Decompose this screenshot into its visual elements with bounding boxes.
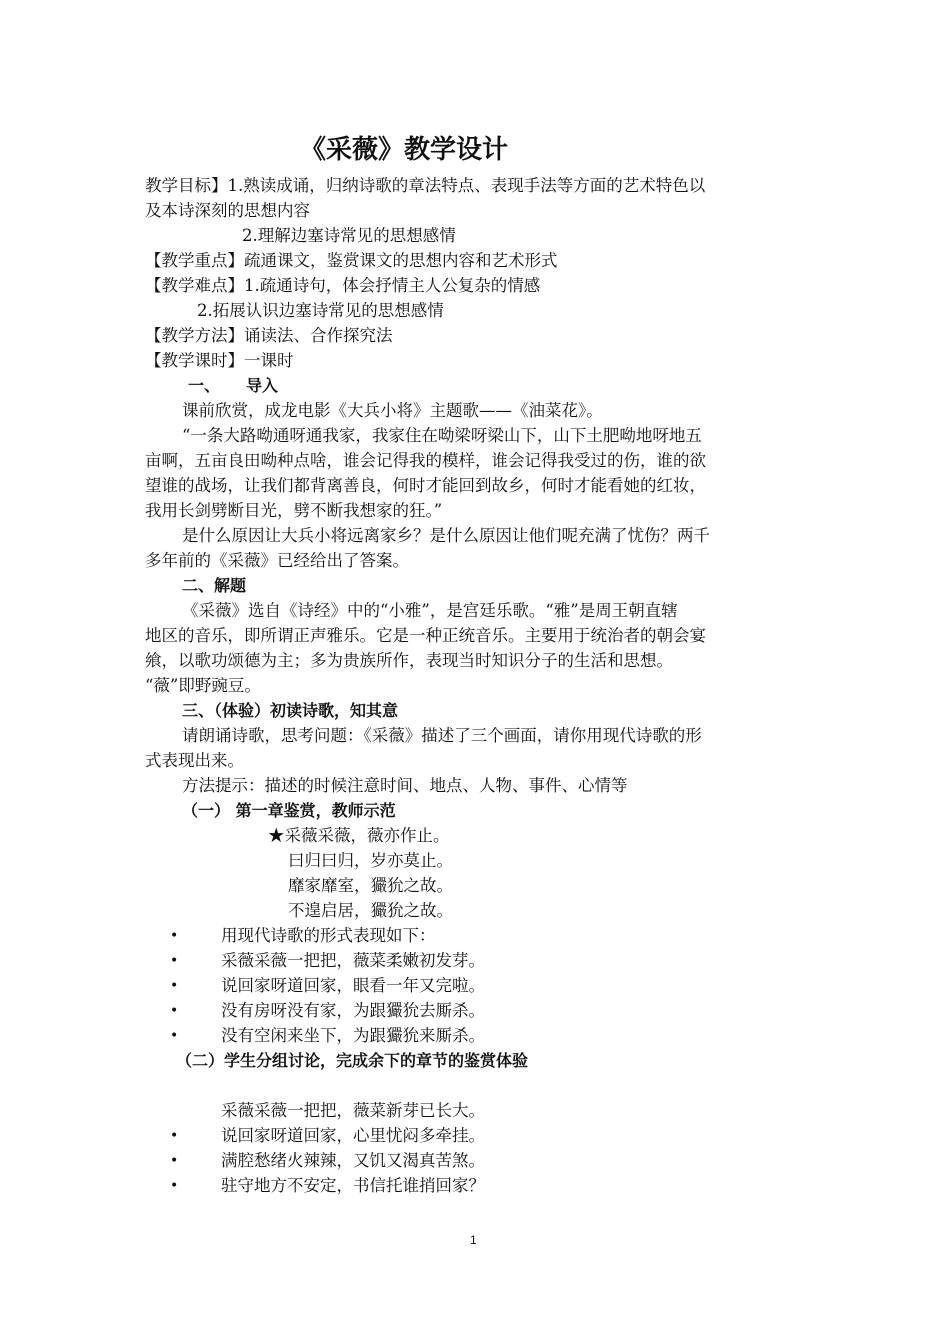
student-poem-line: 采薇采薇一把把，薇菜新芽已长大。 <box>221 1101 485 1120</box>
section2-body-line: 《采薇》选自《诗经》中的“小雅”，是宫廷乐歌。“雅”是周王朝直辖 <box>182 601 678 620</box>
quote-line: 亩啊，五亩良田呦种点啥，谁会记得我的模样，谁会记得我受过的伤，谁的欲 <box>145 451 706 470</box>
section2-body-line: “薇”即野豌豆。 <box>145 676 261 695</box>
teaching-hours: 【教学课时】一课时 <box>145 351 294 370</box>
modern-poem-line: 没有空闲来坐下，为跟玁狁来厮杀。 <box>221 1026 485 1045</box>
section2-body-line: 飨，以歌功颂德为主；多为贵族所作，表现当时知识分子的生活和思想。 <box>145 651 673 670</box>
question-line: 多年前的《采薇》已经给出了答案。 <box>145 551 409 570</box>
student-poem-line: 满腔愁绪火辣辣，又饥又渴真苦煞。 <box>221 1151 485 1170</box>
poem-line: ★采薇采薇，薇亦作止。 <box>268 826 450 845</box>
objectives-line-1: 教学目标】1.熟读成诵，归纳诗歌的章法特点、表现手法等方面的艺术特色以 <box>145 176 706 195</box>
bullet-dot: • <box>170 1178 179 1194</box>
section3-task-line: 请朗诵诗歌，思考问题：《采薇》描述了三个画面，请你用现代诗歌的形 <box>182 726 702 745</box>
bullet-dot: • <box>170 928 179 944</box>
bullet-dot: • <box>170 978 179 994</box>
quote-line: “一条大路呦通呀通我家，我家住在呦梁呀梁山下，山下土肥呦地呀地五 <box>182 426 702 445</box>
section1-heading-text: 导入 <box>246 376 279 395</box>
objectives-line-2: 及本诗深刻的思想内容 <box>145 201 310 220</box>
student-poem-line: 驻守地方不安定，书信托谁捎回家？ <box>221 1176 485 1195</box>
quote-line: 望谁的战场，让我们都背离善良，何时才能回到故乡，何时才能看她的红妆， <box>145 476 706 495</box>
key-point: 【教学重点】疏通课文，鉴赏课文的思想内容和艺术形式 <box>145 251 558 270</box>
bullet-dot: • <box>170 1153 179 1169</box>
method-hint: 方法提示：描述的时候注意时间、地点、人物、事件、心情等 <box>182 776 628 795</box>
subsection1-heading: （一） 第一章鉴赏，教师示范 <box>182 801 396 820</box>
page-number: 1 <box>470 1233 477 1247</box>
section3-heading: 三、（体验）初读诗歌，知其意 <box>182 701 399 720</box>
section1-heading-number: 一、 <box>188 376 221 395</box>
poem-line: 靡家靡室，玁狁之故。 <box>288 876 453 895</box>
modern-poem-line: 用现代诗歌的形式表现如下： <box>221 926 436 945</box>
difficulty-line-2: 2.拓展认识边塞诗常见的思想感情 <box>197 301 444 320</box>
bullet-dot: • <box>170 1128 179 1144</box>
bullet-dot: • <box>170 1028 179 1044</box>
bullet-dot: • <box>170 953 179 969</box>
section2-heading: 二、解题 <box>182 576 247 595</box>
quote-line: 我用长剑劈断目光，劈不断我想家的狂。” <box>145 501 443 520</box>
difficulty-line-1: 【教学难点】1.疏通诗句，体会抒情主人公复杂的情感 <box>145 276 541 295</box>
student-poem-line: 说回家呀道回家，心里忧闷多牵挂。 <box>221 1126 485 1145</box>
poem-line: 曰归曰归，岁亦莫止。 <box>288 851 453 870</box>
modern-poem-line: 采薇采薇一把把，薇菜柔嫩初发芽。 <box>221 951 485 970</box>
bullet-dot: • <box>170 1003 179 1019</box>
subsection2-heading: （二）学生分组讨论，完成余下的章节的鉴赏体验 <box>176 1051 529 1070</box>
modern-poem-line: 没有房呀没有家，为跟玁狁去厮杀。 <box>221 1001 485 1020</box>
teaching-method: 【教学方法】诵读法、合作探究法 <box>145 326 393 345</box>
modern-poem-line: 说回家呀道回家，眼看一年又完啦。 <box>221 976 485 995</box>
question-line: 是什么原因让大兵小将远离家乡？是什么原因让他们呢充满了忧伤？两千 <box>182 526 710 545</box>
page-title: 《采薇》教学设计 <box>300 135 509 165</box>
section2-body-line: 地区的音乐，即所谓正声雅乐。它是一种正统音乐。主要用于统治者的朝会宴 <box>145 626 706 645</box>
section3-task-line: 式表现出来。 <box>145 751 244 770</box>
poem-line: 不遑启居，玁狁之故。 <box>288 901 453 920</box>
objectives-line-3: 2.理解边塞诗常见的思想感情 <box>242 226 456 245</box>
section1-paragraph: 课前欣赏，成龙电影《大兵小将》主题歌——《油菜花》。 <box>182 401 603 420</box>
